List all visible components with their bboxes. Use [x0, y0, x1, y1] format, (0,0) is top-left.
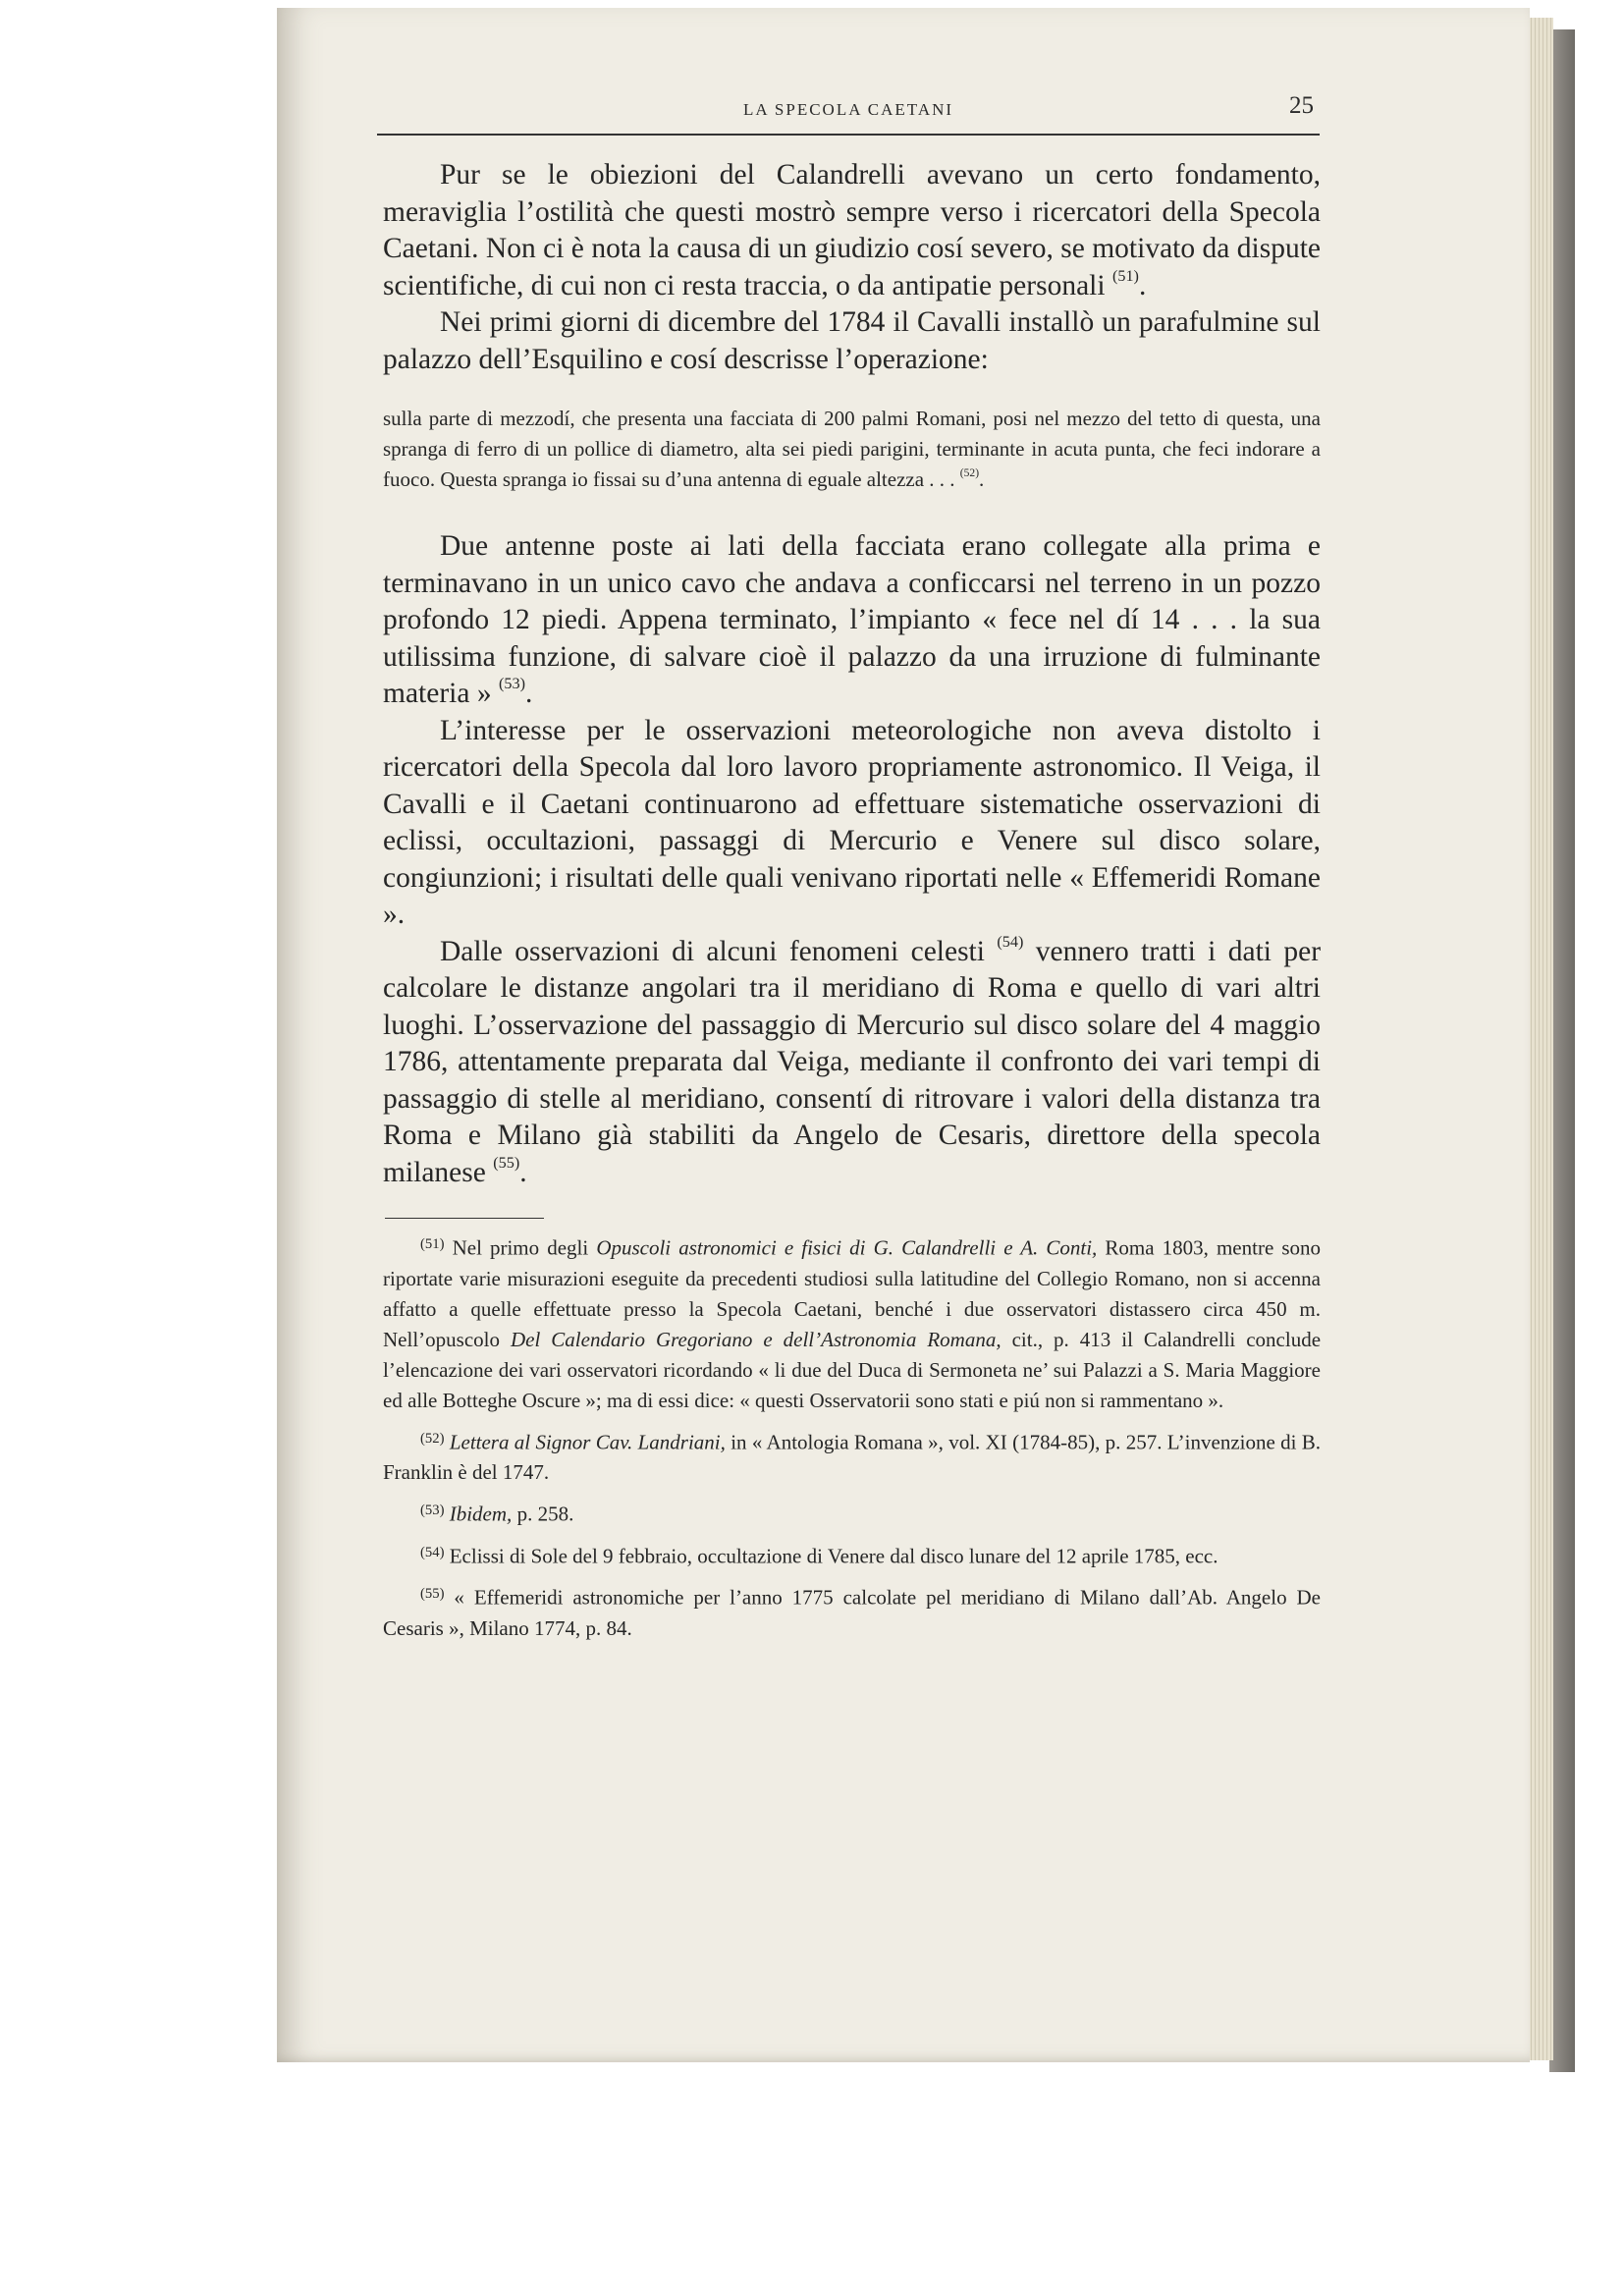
page-header [377, 92, 1320, 136]
footnote-number: (52) [420, 1430, 445, 1447]
footnote-number: (51) [420, 1236, 445, 1252]
paragraph [383, 528, 1321, 713]
footnote-text: in « Antologia Romana », vol. XI (1784-85), p. 257. L’invenzione di B. Franklin è del 1747. [383, 1430, 1322, 1485]
page-number: 25 [1289, 92, 1314, 119]
footnote-text: Nel primo degli [452, 1235, 589, 1260]
paragraph-text: Nei primi giorni di dicembre del 1784 il Cavalli installò un parafulmine sul palazzo dell’Esquilino e cosí descrisse l’operazione: [383, 306, 1321, 375]
paragraph [383, 304, 1321, 378]
footnote-title: Lettera al Signor Cav. Landriani, [449, 1430, 726, 1454]
footnote-text: cit., p. 413 il Calandrelli conclude l’elencazione dei vari osservatori ricordando « li due del Duca di Sermoneta ne’ sui Palazzi a S. Maria Maggiore ed alle Botteghe Oscure »; ma di essi dice: « questi Osservatorii sono stati e piú non si rammentano ». [383, 1327, 1322, 1412]
footnote-ref: (51) [1111, 266, 1139, 285]
footnotes [383, 1230, 1321, 1652]
footnote-title: Ibidem, [449, 1502, 513, 1526]
footnote [383, 1496, 1321, 1530]
footnote-ref: (54) [997, 932, 1024, 951]
footnote-ref: (53) [498, 675, 525, 693]
footnote [383, 1579, 1321, 1644]
paragraph-text: Due antenne poste ai lati della facciata erano collegate alla prima e terminavano in un unico cavo che andava a conficcarsi nel terreno in un pozzo profondo 12 piedi. Appena terminato, l’impianto « fece nel dí 14 . . . la sua utilissima funzione, di salvare cioè il palazzo da una irruzione di fulminante materia » [383, 530, 1321, 709]
running-head: LA SPECOLA CAETANI [742, 100, 954, 119]
footnote-number: (55) [420, 1586, 445, 1603]
quote-text: sulla parte di mezzodí, che presenta una facciata di 200 palmi Romani, posi nel mezzo del tetto di questa, una spranga di ferro di un pollice di diametro, alta sei piedi parigini, terminante in acuta punta, che feci indorare a fuoco. Questa spranga io fissai su d’una antenna di eguale altezza . . . [383, 407, 1321, 491]
footnote-text: Eclissi di Sole del 9 febbraio, occultazione di Venere dal disco lunare del 12 aprile 1785, ecc. [449, 1544, 1218, 1568]
footnote [383, 1230, 1321, 1416]
main-text [383, 157, 1321, 1191]
footnote [383, 1424, 1321, 1489]
punctuation: . [1138, 269, 1147, 301]
paragraph [383, 713, 1321, 934]
footnote-ref: (52) [959, 467, 980, 480]
punctuation: . [524, 678, 533, 709]
footnote-number: (53) [420, 1503, 445, 1519]
footnote-title: Del Calendario Gregoriano e dell’Astronomia Romana, [510, 1327, 1001, 1351]
footnote-text: Roma 1803, mentre sono riportate varie misurazioni eseguite da precedenti studiosi sulla latitudine del Collegio Romano, non si accenna affatto a quelle effettuate presso la Specola Caetani, benché i due osservatori distassero circa 450 m. Nell’opuscolo [383, 1235, 1322, 1351]
paragraph [383, 934, 1321, 1192]
footnote-text: p. 258. [516, 1502, 574, 1526]
punctuation: . [979, 467, 985, 491]
footnote-number: (54) [420, 1544, 445, 1560]
footnote-text: « Effemeridi astronomiche per l’anno 1775 calcolate pel meridiano di Milano dall’Ab. Angelo De Cesaris », Milano 1774, p. 84. [383, 1586, 1321, 1641]
footnote-title: Opuscoli astronomici e fisici di G. Calandrelli e A. Conti, [596, 1235, 1098, 1260]
paragraph-text: Dalle osservazioni di alcuni fenomeni celesti [440, 935, 985, 967]
block-quote [383, 404, 1321, 495]
footnote-ref: (55) [493, 1153, 520, 1172]
footnote [383, 1538, 1321, 1572]
paragraph-text: vennero tratti i dati per calcolare le distanze angolari tra il meridiano di Roma e quello di vari altri luoghi. L’osservazione del passaggio di Mercurio sul disco solare del 4 maggio 1786, attentamente preparata dal Veiga, mediante il confronto dei vari tempi di passaggio di stelle al meridiano, consentí di ritrovare i valori della distanza tra Roma e Milano già stabiliti da Angelo de Cesaris, direttore della specola milanese [383, 935, 1322, 1188]
footnote-separator [385, 1218, 544, 1219]
punctuation: . [519, 1156, 527, 1188]
paragraph-text: Pur se le obiezioni del Calandrelli avevano un certo fondamento, meraviglia l’ostilità che questi mostrò sempre verso i ricercatori della Specola Caetani. Non ci è nota la causa di un giudizio cosí severo, se motivato da dispute scientifiche, di cui non ci resta traccia, o da antipatie personali [383, 159, 1321, 301]
paragraph-text: L’interesse per le osservazioni meteorologiche non aveva distolto i ricercatori della Specola dal loro lavoro propriamente astronomico. Il Veiga, il Cavalli e il Caetani continuarono ad effettuare sistematiche osservazioni di eclissi, occultazioni, passaggi di Mercurio e Venere sul disco solare, congiunzioni; i risultati delle quali venivano riportati nelle « Effemeridi Romane ». [383, 714, 1321, 930]
paragraph [383, 157, 1321, 304]
